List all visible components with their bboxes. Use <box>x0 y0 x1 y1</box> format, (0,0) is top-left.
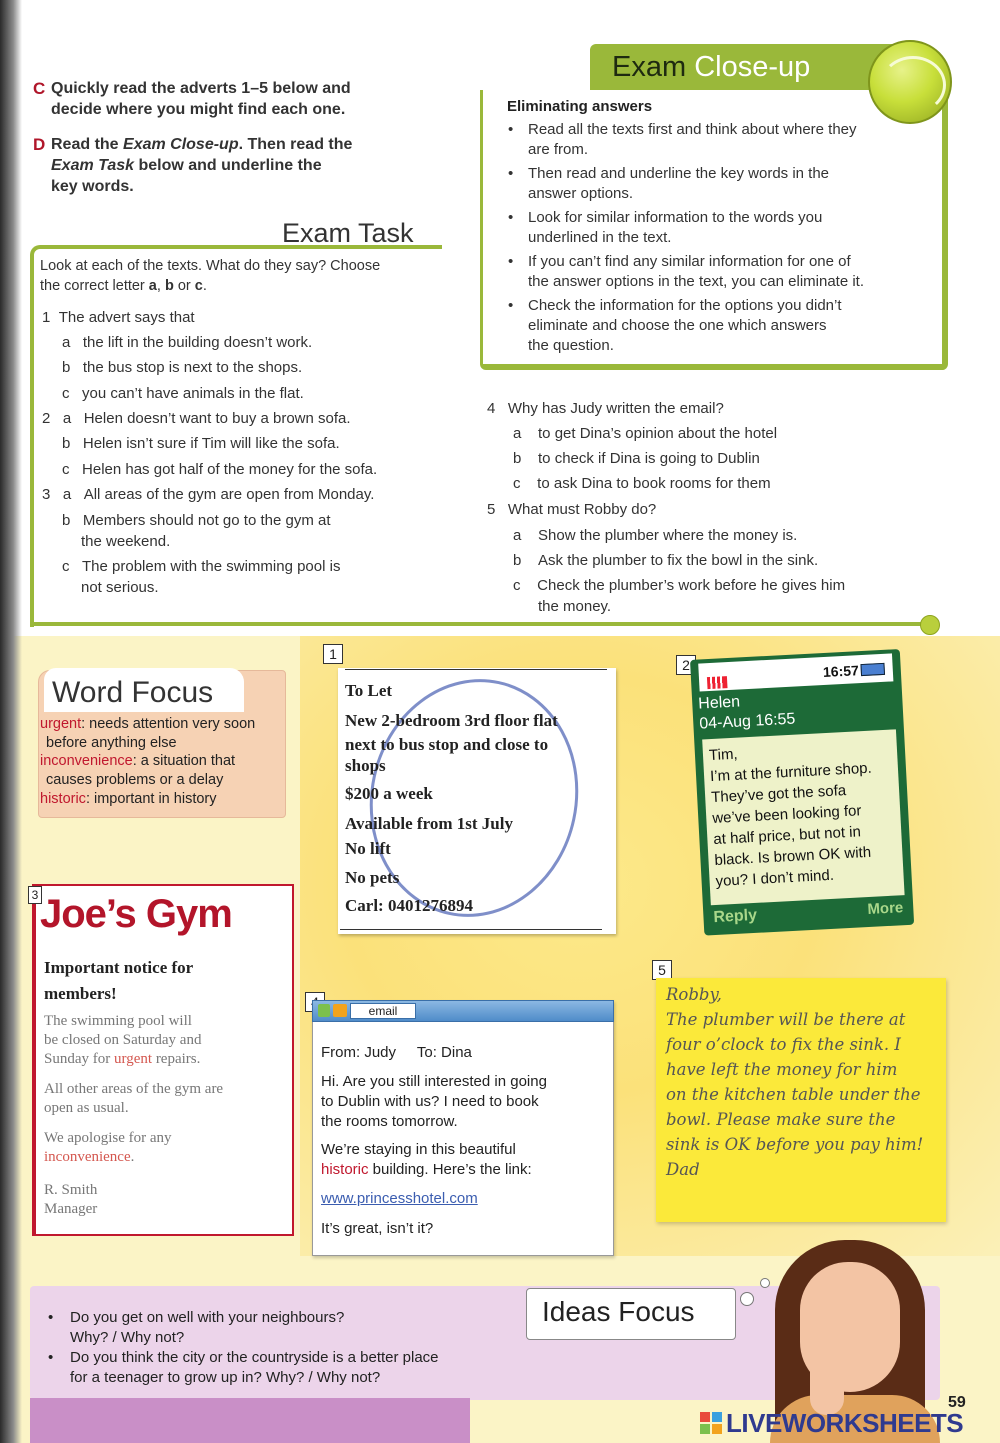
option-letter: b <box>513 450 522 467</box>
option-text: the lift in the building doesn’t work. <box>82 334 313 351</box>
option-3b[interactable] <box>62 511 331 531</box>
exam-task-intro-line2 <box>40 276 435 296</box>
option-letter: c <box>513 475 521 492</box>
ideas-item-line: for a teenager to grow up in? Why? / Why not? <box>70 1369 381 1386</box>
option-2a[interactable] <box>42 409 351 429</box>
liveworksheets-watermark: LIVEWORKSHEETS <box>726 1408 964 1438</box>
option-letter: b <box>62 512 71 529</box>
closeup-item-line: • Read all the texts first and think about where they <box>528 121 857 138</box>
message-line: at half price, but not in <box>712 823 862 849</box>
option-letter: a <box>62 334 71 351</box>
word-term: historic <box>40 791 86 807</box>
intro-or: or <box>173 278 195 294</box>
closeup-item-line: are from. <box>528 141 589 158</box>
gym-notice-heading <box>44 955 274 1007</box>
option-letter: c <box>62 385 70 402</box>
word-focus-entry-urgent-cont: before anything else <box>46 735 177 751</box>
gym-line: We apologise for any <box>44 1130 172 1146</box>
phone-message <box>702 729 904 905</box>
word-focus-title: Word Focus <box>52 676 214 709</box>
advert-1-line: shops <box>345 756 386 775</box>
note-line: four o’clock to fix the sink. I <box>666 1035 901 1054</box>
book-spine-shadow <box>0 0 22 1443</box>
question-stem: What must Robby do? <box>507 501 657 518</box>
note-line: sink is OK before you pay him! <box>666 1135 924 1154</box>
advert-1-line: No lift <box>345 839 391 858</box>
note-line: Robby, <box>666 985 722 1004</box>
ideas-focus-title: Ideas Focus <box>542 1296 695 1327</box>
forward-arrow-icon[interactable] <box>333 1004 347 1017</box>
email-line: We’re staying in this beautiful <box>321 1141 516 1158</box>
hotel-link[interactable]: www.princesshotel.com <box>321 1190 478 1207</box>
advert-3-label: 3 <box>28 886 42 904</box>
exam-closeup-subtitle: Eliminating answers <box>507 98 653 115</box>
instruction-d-letter: D <box>33 135 46 154</box>
option-1a[interactable] <box>62 333 312 353</box>
email-term-historic: historic <box>321 1161 369 1178</box>
email-paragraph-1 <box>321 1072 606 1132</box>
question-5 <box>487 500 656 520</box>
option-letter: a <box>62 410 72 427</box>
option-text: Show the plumber where the money is. <box>538 527 798 544</box>
word-focus-entry-inconvenience <box>40 752 235 771</box>
option-4a[interactable] <box>513 424 777 444</box>
thought-bubble-small-icon <box>760 1278 770 1288</box>
option-letter: c <box>62 461 70 478</box>
message-line: I’m at the furniture shop. <box>709 759 873 786</box>
girl-hand <box>810 1355 844 1415</box>
ideas-item-line: • Do you think the city or the countryside is a better place <box>70 1349 439 1366</box>
question-number: 2 <box>42 410 51 427</box>
email-to: To: Dina <box>416 1044 472 1061</box>
instruction-c <box>33 78 431 120</box>
message-line: Tim, <box>708 745 739 765</box>
email-link-row <box>321 1189 478 1209</box>
gym-line <box>44 1050 284 1069</box>
closeup-item <box>506 208 926 248</box>
gym-paragraph-3 <box>44 1129 284 1167</box>
instruction-c-letter: C <box>33 79 46 98</box>
question-number: 3 <box>42 486 51 503</box>
ideas-item <box>48 1308 518 1348</box>
intro-letter-c: c <box>194 278 203 294</box>
back-arrow-icon[interactable] <box>318 1004 330 1017</box>
note-line: on the kitchen table under the <box>666 1085 921 1104</box>
phone-time: 16:57 <box>822 662 860 681</box>
gym-line <box>44 1148 284 1167</box>
instruction-c-line2: decide where you might find each one. <box>51 101 346 118</box>
gym-line: The swimming pool will <box>44 1013 192 1029</box>
phone-date: 04-Aug 16:55 <box>698 710 796 733</box>
exam-task-intro-line1: Look at each of the texts. What do they say? Choose <box>40 258 381 274</box>
gym-title: Joe’s Gym <box>40 892 232 936</box>
gym-signature-name: R. Smith <box>44 1182 98 1198</box>
option-text: the bus stop is next to the shops. <box>82 359 303 376</box>
note-line: bowl. Please make sure the <box>666 1110 896 1129</box>
advert-1-label: 1 <box>323 644 343 664</box>
option-5b[interactable] <box>513 551 818 571</box>
phone-reply-button: Reply <box>713 906 758 927</box>
closeup-item-line: • Then read and underline the key words in the <box>528 165 830 182</box>
option-letter: b <box>62 435 71 452</box>
option-4b[interactable] <box>513 449 760 469</box>
gym-paragraph-2 <box>44 1080 284 1118</box>
option-letter: b <box>62 359 71 376</box>
advert-5-label: 5 <box>652 960 672 980</box>
option-5a[interactable] <box>513 526 797 546</box>
question-number: 5 <box>487 501 496 518</box>
option-1b[interactable] <box>62 358 302 378</box>
exam-closeup-title <box>612 51 810 84</box>
ideas-item <box>48 1348 518 1388</box>
advert-2-phone <box>690 649 914 936</box>
email-header <box>321 1043 472 1063</box>
phone-status-bar <box>698 653 893 691</box>
closeup-item-line: • Look for similar information to the words you <box>528 209 823 226</box>
message-line: They’ve got the sofa <box>710 782 847 807</box>
advert-1-line: Available from 1st July <box>345 814 513 833</box>
phone-more-button: More <box>867 899 904 919</box>
battery-icon <box>860 663 885 676</box>
advert-1-line: Carl: 0401276894 <box>345 896 473 915</box>
word-focus-entry-historic <box>40 790 217 809</box>
instruction-d-italic2: Exam Task <box>51 157 135 174</box>
message-line: you? I don’t mind. <box>715 866 835 890</box>
instruction-d-line3: key words. <box>51 178 134 195</box>
instruction-d <box>33 134 431 197</box>
closeup-item <box>506 296 926 356</box>
ideas-item-line: • Do you get on well with your neighbours? <box>70 1309 345 1326</box>
option-text: to get Dina’s opinion about the hotel <box>538 425 778 442</box>
closeup-item <box>506 120 926 160</box>
gym-notice-line: members! <box>44 984 117 1003</box>
gym-line: open as usual. <box>44 1100 129 1116</box>
section-divider <box>30 622 932 626</box>
intro-letter-b: b <box>164 278 174 294</box>
exam-task-title: Exam Task <box>282 218 414 248</box>
option-text: you can’t have animals in the flat. <box>82 385 304 402</box>
option-text: to ask Dina to book rooms for them <box>537 475 771 492</box>
option-letter: a <box>513 527 522 544</box>
closeup-item-line: the question. <box>528 337 614 354</box>
option-letter: a <box>62 486 72 503</box>
message-line: black. Is brown OK with <box>714 843 872 869</box>
option-text: Helen isn’t sure if Tim will like the sofa. <box>82 435 340 452</box>
closeup-item <box>506 252 926 292</box>
advert-1-line: next to bus stop and close to <box>345 735 549 754</box>
email-line <box>321 1160 606 1180</box>
option-text: Check the plumber’s work before he gives him <box>537 577 846 594</box>
advert-1-line: To Let <box>345 681 393 700</box>
intro-pre: the correct letter <box>40 278 149 294</box>
option-text: Helen doesn’t want to buy a brown sofa. <box>83 410 351 427</box>
gym-signature-role: Manager <box>44 1201 98 1217</box>
question-stem: Why has Judy written the email? <box>507 400 724 417</box>
thought-bubble-icon <box>740 1292 754 1306</box>
gym-signature <box>44 1181 284 1219</box>
exam-closeup-title-part1: Exam <box>612 51 695 83</box>
signal-icon <box>707 676 728 689</box>
note-line: have left the money for him <box>666 1060 898 1079</box>
sticky-note-text <box>666 982 938 1182</box>
email-tab[interactable]: email <box>350 1003 416 1019</box>
question-number: 1 <box>42 309 51 326</box>
word-focus-entry-inconvenience-cont: causes problems or a delay <box>46 772 224 788</box>
option-letter: b <box>513 552 522 569</box>
option-text: The problem with the swimming pool is <box>82 558 341 575</box>
email-text: building. Here’s the link: <box>368 1161 532 1178</box>
option-3b-cont: the weekend. <box>81 533 171 550</box>
advert-1-line: No pets <box>345 868 400 887</box>
advert-2-label: 2 <box>676 655 696 675</box>
option-letter: a <box>513 425 522 442</box>
closeup-item-line: the answer options in the text, you can eliminate it. <box>528 273 865 290</box>
intro-letter-a: a <box>148 278 157 294</box>
option-3a[interactable] <box>42 485 374 505</box>
gym-term-urgent: urgent <box>114 1051 153 1067</box>
gym-text: . <box>130 1149 135 1165</box>
instruction-d-line1 <box>51 134 431 155</box>
option-2b[interactable] <box>62 434 340 454</box>
instruction-d-italic1: Exam Close-up <box>123 136 239 153</box>
question-1 <box>42 308 195 328</box>
option-text: All areas of the gym are open from Monday. <box>83 486 375 503</box>
option-4c[interactable] <box>513 474 771 494</box>
gym-line: be closed on Saturday and <box>44 1032 202 1048</box>
option-5c-cont: the money. <box>538 598 612 615</box>
instruction-d-post: below and underline the <box>134 157 322 174</box>
phone-sender: Helen <box>697 693 741 713</box>
option-text: Ask the plumber to fix the bowl in the sink. <box>538 552 819 569</box>
exam-task-intro <box>40 256 435 296</box>
advert-1-line: New 2-bedroom 3rd floor flat <box>345 711 558 730</box>
tennis-ball-icon <box>868 40 952 124</box>
gym-term-inconvenience: inconvenience <box>44 1149 131 1165</box>
question-4 <box>487 399 724 419</box>
question-stem: The advert says that <box>58 309 195 326</box>
note-line: Dad <box>666 1160 700 1179</box>
option-2c[interactable] <box>62 460 377 480</box>
gym-text: repairs. <box>152 1051 201 1067</box>
gym-line: All other areas of the gym are <box>44 1081 224 1097</box>
instruction-d-pre: Read the <box>51 136 124 153</box>
closeup-item-line: answer options. <box>528 185 634 202</box>
option-3c-cont: not serious. <box>81 579 159 596</box>
closeup-item-line: • Check the information for the options you didn’t <box>528 297 842 314</box>
question-number: 4 <box>487 400 496 417</box>
email-line: the rooms tomorrow. <box>321 1113 458 1130</box>
email-closing: It’s great, isn’t it? <box>321 1220 434 1237</box>
advert-1-bottom-rule <box>340 929 602 930</box>
option-5c[interactable] <box>513 576 845 596</box>
option-text: Helen has got half of the money for the sofa. <box>82 461 378 478</box>
instruction-c-line1: Quickly read the adverts 1–5 below and <box>51 80 351 97</box>
closeup-item-line: eliminate and choose the one which answers <box>528 317 827 334</box>
message-line: we’ve been looking for <box>711 802 862 828</box>
option-3c[interactable] <box>62 557 340 577</box>
option-letter: c <box>513 577 521 594</box>
email-from: From: Judy <box>321 1044 397 1061</box>
closeup-item <box>506 164 926 204</box>
word-term: urgent <box>40 716 82 732</box>
option-text: to check if Dina is going to Dublin <box>538 450 760 467</box>
word-focus-entry-urgent <box>40 715 255 734</box>
exam-closeup-list <box>506 120 926 360</box>
ideas-focus-footer-band <box>30 1398 470 1443</box>
intro-comma: , <box>156 278 165 294</box>
intro-dot: . <box>202 278 207 294</box>
note-line: The plumber will be there at <box>666 1010 906 1029</box>
email-paragraph-2 <box>321 1140 606 1180</box>
page-number: 59 <box>948 1394 966 1411</box>
ideas-focus-list <box>48 1308 518 1388</box>
option-1c[interactable] <box>62 384 304 404</box>
ideas-item-line: Why? / Why not? <box>70 1329 185 1346</box>
option-letter: c <box>62 558 70 575</box>
email-line: Hi. Are you still interested in going <box>321 1073 547 1090</box>
email-line: to Dublin with us? I need to book <box>321 1093 539 1110</box>
closeup-item-line: underlined in the text. <box>528 229 672 246</box>
advert-1-line: $200 a week <box>345 784 433 803</box>
divider-ball-icon <box>920 615 940 635</box>
word-definition: : important in history <box>85 791 217 807</box>
gym-notice-line: Important notice for <box>44 958 194 977</box>
instruction-d-line2 <box>51 155 431 176</box>
word-term: inconvenience <box>40 753 133 769</box>
gym-paragraph-1 <box>44 1012 284 1069</box>
word-definition: : a situation that <box>132 753 236 769</box>
gym-text: Sunday for <box>44 1051 114 1067</box>
exam-closeup-title-part2: Close-up <box>694 51 811 83</box>
closeup-item-line: • If you can’t find any similar information for one of <box>528 253 851 270</box>
option-text: Members should not go to the gym at <box>82 512 331 529</box>
liveworksheets-logo-icon <box>700 1412 722 1434</box>
word-definition: : needs attention very soon <box>81 716 256 732</box>
instruction-d-mid: . Then read the <box>238 136 353 153</box>
